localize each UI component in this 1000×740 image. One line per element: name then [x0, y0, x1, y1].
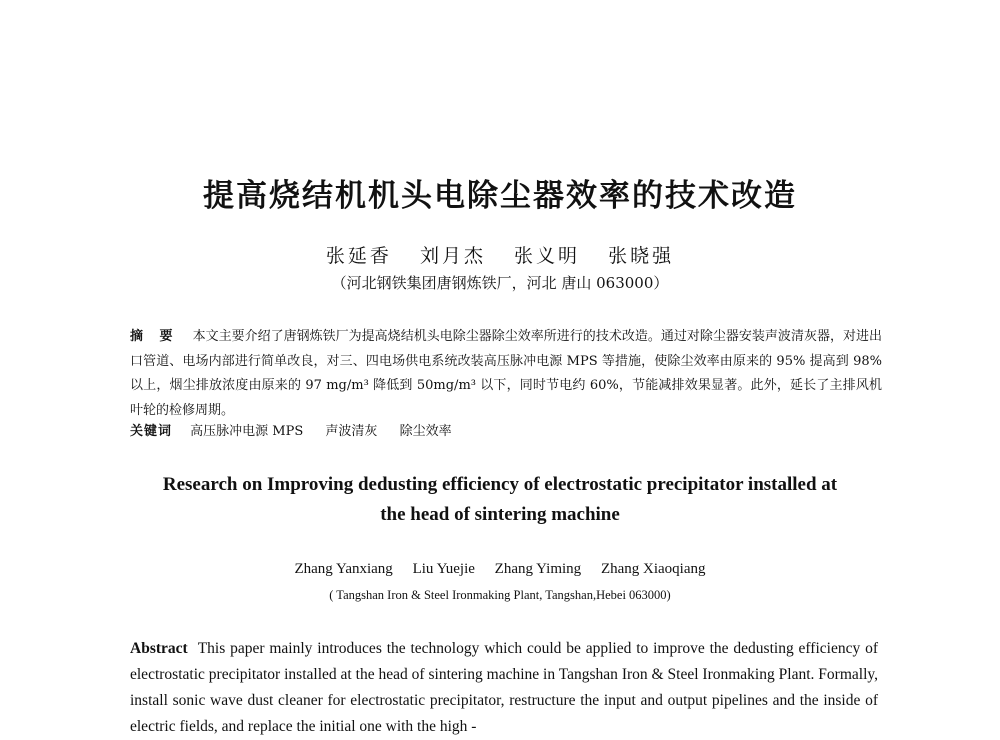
affiliation-cn: （河北钢铁集团唐钢炼铁厂，河北 唐山 063000）: [331, 274, 669, 292]
keyword: 高压脉冲电源 MPS: [190, 424, 304, 439]
author-en: Zhang Xiaoqiang: [600, 561, 706, 577]
abstract-en: [130, 636, 878, 740]
keywords-label-cn: 关键词: [130, 424, 173, 439]
author-cn: 张晓强: [608, 245, 675, 267]
author-en: Liu Yuejie: [412, 561, 475, 577]
abstract-label-cn: 摘 要: [130, 329, 179, 344]
author-en: Zhang Yanxiang: [294, 561, 393, 577]
abstract-text-cn: 本文主要介绍了唐钢炼铁厂为提高烧结机头电除尘器除尘效率所进行的技术改造。通过对除尘器安装声波清灰器，对进出口管道、电场内部进行简单改良，对三、四电场供电系统改装高压脉冲电源 MPS 等措施，使除尘效率由原来的 95% 提高到 98% 以上，烟尘排放浓度由原来的 97 mg/m³ 降低到 50mg/m³ 以下，同时节电约 60%，节能减排效果显著。此外，延长了主排风机叶轮的检修周期。: [130, 329, 882, 418]
paper-title-en: Research on Improving dedusting efficiency of electrostatic precipitator installed at the head of sintering machine: [162, 474, 838, 525]
author-cn: 刘月杰: [419, 245, 486, 267]
abstract-text-en: This paper mainly introduces the technology which could be applied to improve the dedusting efficiency of electrostatic precipitator installed at the head of sintering machine in Tangshan Iron & Steel Ironmaking Plant. Formally, install sonic wave dust cleaner for electrostatic precipitator, restructure the input and output pipelines and the inside of electric fields, and replace the initial one with the high -: [130, 640, 878, 735]
author-cn: 张延香: [325, 245, 392, 267]
author-list-en: [0, 561, 1000, 578]
keyword: 声波清灰: [325, 424, 378, 439]
keyword: 除尘效率: [399, 424, 452, 439]
author-list-cn: [0, 241, 1000, 268]
author-cn: 张义明: [514, 245, 581, 267]
abstract-cn: [130, 325, 882, 423]
affiliation-en: ( Tangshan Iron & Steel Ironmaking Plant, Tangshan,Hebei 063000): [329, 588, 671, 602]
abstract-label-en: Abstract: [130, 640, 188, 657]
author-en: Zhang Yiming: [494, 561, 582, 577]
paper-title-cn: 提高烧结机机头电除尘器效率的技术改造: [203, 178, 797, 214]
keywords-cn: [130, 421, 882, 443]
